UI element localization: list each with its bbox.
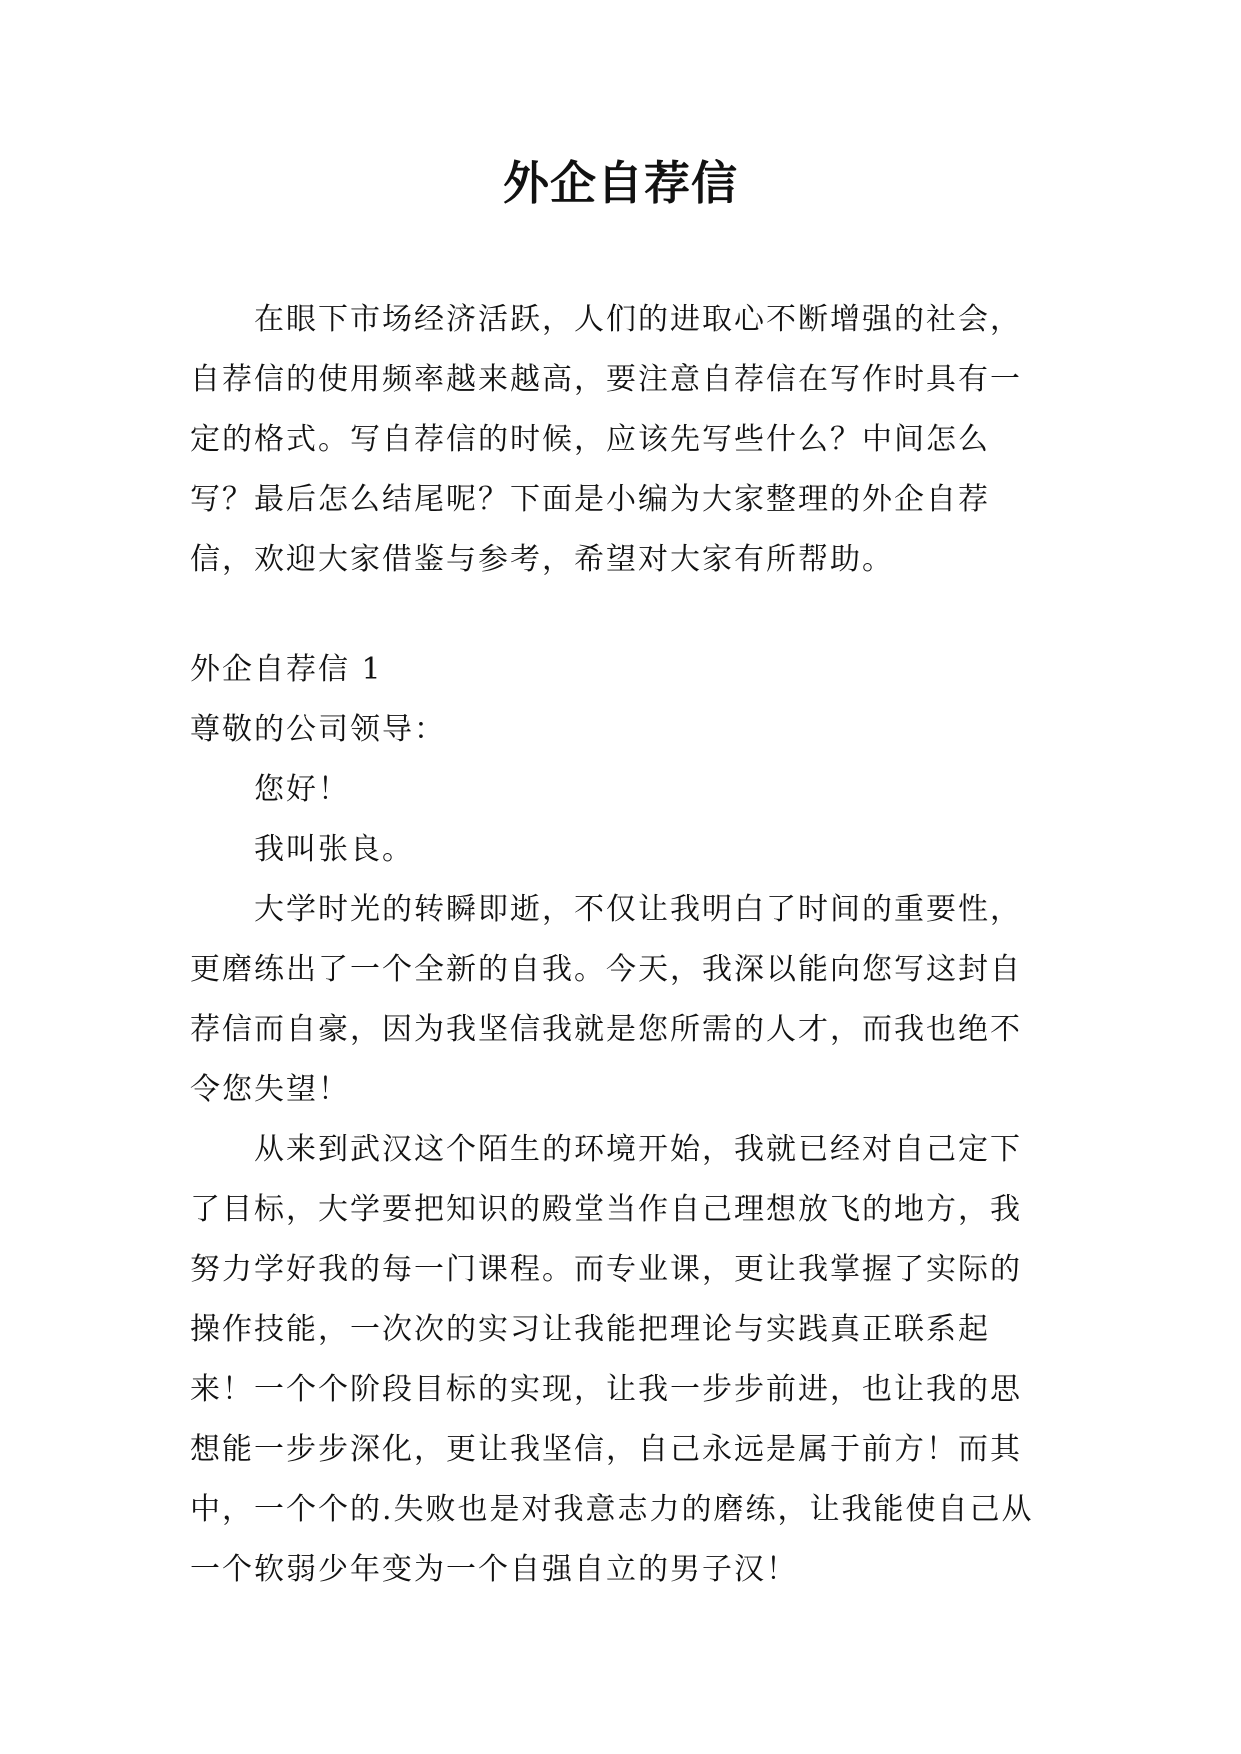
salutation: 尊敬的公司领导： <box>190 712 446 747</box>
document-title: 外企自荐信 <box>503 156 738 210</box>
letter-paragraph: 大学时光的转瞬即逝，不仅让我明白了时间的重要性，更磨练出了一个全新的自我。今天，我深以能向您写这封自荐信而自豪，因为我坚信我就是您所需的人才，而我也绝不令您失望！ <box>190 892 1022 1107</box>
intro-paragraph: 在眼下市场经济活跃，人们的进取心不断增强的社会，自荐信的使用频率越来越高，要注意自荐信在写作时具有一定的格式。写自荐信的时候，应该先写些什么？中间怎么写？最后怎么结尾呢？下面是小编为大家整理的外企自荐信，欢迎大家借鉴与参考，希望对大家有所帮助。 <box>190 302 1022 577</box>
section-heading: 外企自荐信 1 <box>190 652 383 687</box>
name-line: 我叫张良。 <box>254 832 414 867</box>
letter-paragraph: 从来到武汉这个陌生的环境开始，我就已经对自己定下了目标，大学要把知识的殿堂当作自己理想放飞的地方，我努力学好我的每一门课程。而专业课，更让我掌握了实际的操作技能，一次次的实习让我能把理论与实践真正联系起来！一个个阶段目标的实现，让我一步步前进，也让我的思想能一步步深化，更让我坚信，自己永远是属于前方！而其中，一个个的.失败也是对我意志力的磨练，让我能使自己从一个软弱少年变为一个自强自立的男子汉！ <box>190 1132 1034 1587</box>
letter-section <box>190 640 1050 1600</box>
greeting: 您好！ <box>254 772 350 807</box>
